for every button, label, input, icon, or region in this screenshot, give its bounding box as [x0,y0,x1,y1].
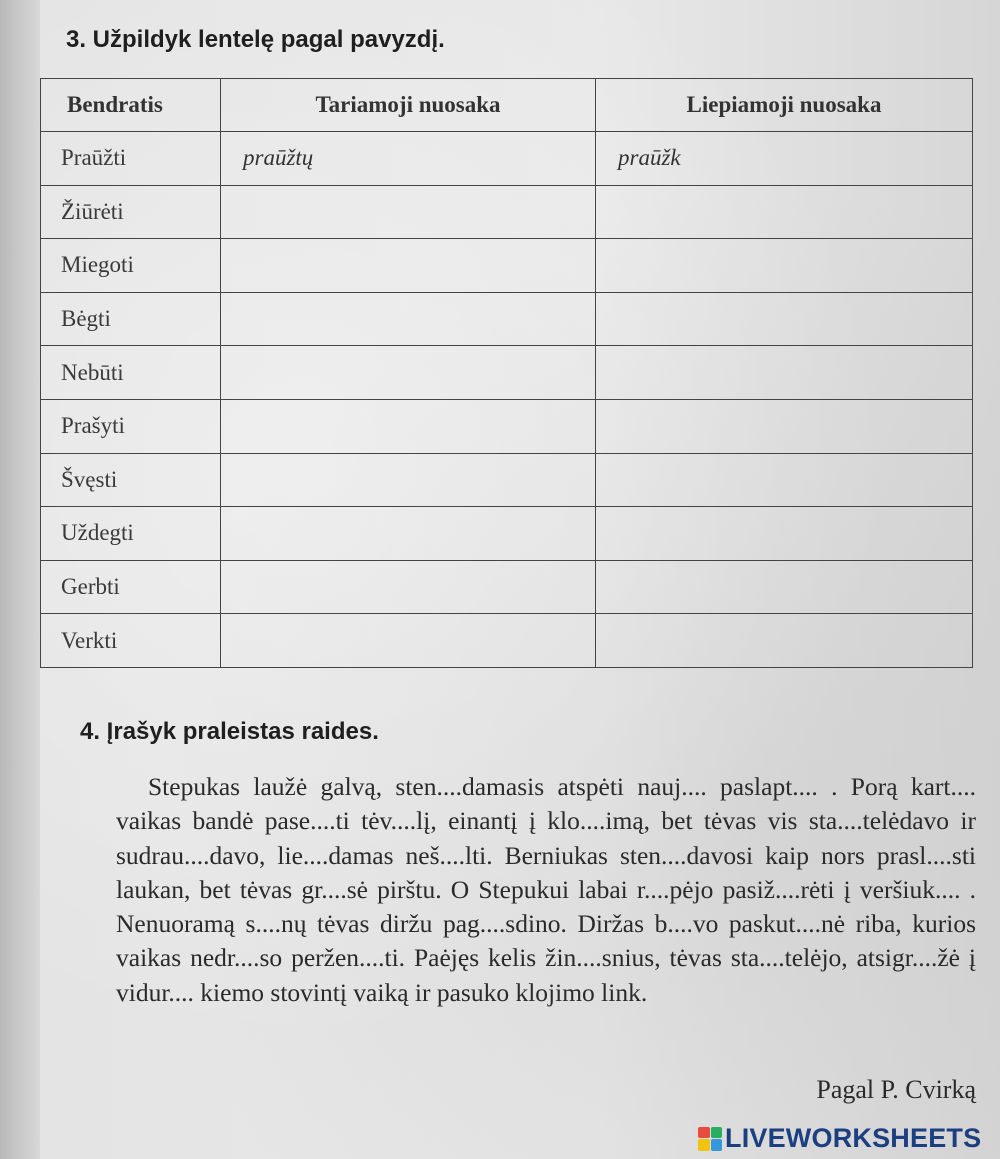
liepiamoji-answer-cell[interactable] [596,185,973,239]
tariamoji-answer-cell[interactable] [221,185,596,239]
liepiamoji-answer-cell[interactable] [596,614,973,668]
column-header-tariamoji: Tariamoji nuosaka [221,79,596,132]
table-row [41,292,973,346]
column-header-bendratis: Bendratis [41,79,221,132]
logo-square [698,1127,710,1139]
table-row [41,132,973,186]
tariamoji-answer-cell[interactable] [221,614,596,668]
table-row [41,185,973,239]
tariamoji-answer-cell[interactable] [221,399,596,453]
infinitive-cell: Uždegti [41,507,221,561]
liepiamoji-answer-cell[interactable] [596,453,973,507]
task4-heading: 4. Įrašyk praleistas raides. [80,718,379,745]
table-row [41,239,973,293]
infinitive-cell: Praūžti [41,132,221,186]
table-row [41,614,973,668]
tariamoji-answer-cell[interactable] [221,292,596,346]
logo-square [711,1127,723,1139]
table-body [41,132,973,668]
infinitive-cell: Bėgti [41,292,221,346]
infinitive-cell: Gerbti [41,560,221,614]
infinitive-cell: Prašyti [41,399,221,453]
infinitive-cell: Žiūrėti [41,185,221,239]
tariamoji-answer-cell[interactable] [221,560,596,614]
liepiamoji-answer-cell[interactable]: praūžk [596,132,973,186]
table-row [41,346,973,400]
logo-square [711,1139,723,1151]
liveworksheets-watermark [698,1123,981,1154]
tariamoji-answer-cell[interactable]: praūžtų [221,132,596,186]
watermark-text: LIVEWORKSHEETS [725,1123,982,1153]
tariamoji-answer-cell[interactable] [221,507,596,561]
table-row [41,399,973,453]
tariamoji-answer-cell[interactable] [221,346,596,400]
table-header-row [41,79,973,132]
liepiamoji-answer-cell[interactable] [596,507,973,561]
column-header-liepiamoji: Liepiamoji nuosaka [596,79,973,132]
liepiamoji-answer-cell[interactable] [596,346,973,400]
page-gutter-shadow [0,0,40,1159]
passage-source: Pagal P. Cvirką [816,1075,976,1104]
tariamoji-answer-cell[interactable] [221,453,596,507]
liepiamoji-answer-cell[interactable] [596,239,973,293]
task3-heading: 3. Užpildyk lentelę pagal pavyzdį. [66,26,445,53]
table-row [41,507,973,561]
logo-square [698,1139,710,1151]
fill-in-passage [116,770,976,1010]
table-row [41,453,973,507]
liepiamoji-answer-cell[interactable] [596,292,973,346]
verb-table [40,78,973,668]
infinitive-cell: Verkti [41,614,221,668]
table-row [41,560,973,614]
infinitive-cell: Miegoti [41,239,221,293]
infinitive-cell: Nebūti [41,346,221,400]
passage-text: Stepukas laužė galvą, sten....damasis atspėti nauj.... paslapt.... . Porą kart.... vaikas bandė pase....ti tėv....lį, einantį į klo....imą, bet tėvas vis sta....telėdavo ir sudrau....davo, lie....damas neš....lti. Berniukas sten....davosi kaip nors prasl....sti laukan, bet tėvas gr....sė pirštu. O Stepukui labai r....pėjo pasiž....rėti į veršiuk.... . Nenuoramą s....nų tėvas diržu pag....sdino. Diržas b....vo paskut....nė riba, kurios vaikas nedr....so peržen....ti. Paėjęs kelis žin....snius, tėvas sta....telėjo, atsigr....žė į vidur.... kiemo stovintį vaiką ir pasuko klojimo link. [116,772,976,1007]
infinitive-cell: Švęsti [41,453,221,507]
tariamoji-answer-cell[interactable] [221,239,596,293]
liepiamoji-answer-cell[interactable] [596,399,973,453]
liveworksheets-logo-icon [698,1127,722,1151]
liepiamoji-answer-cell[interactable] [596,560,973,614]
